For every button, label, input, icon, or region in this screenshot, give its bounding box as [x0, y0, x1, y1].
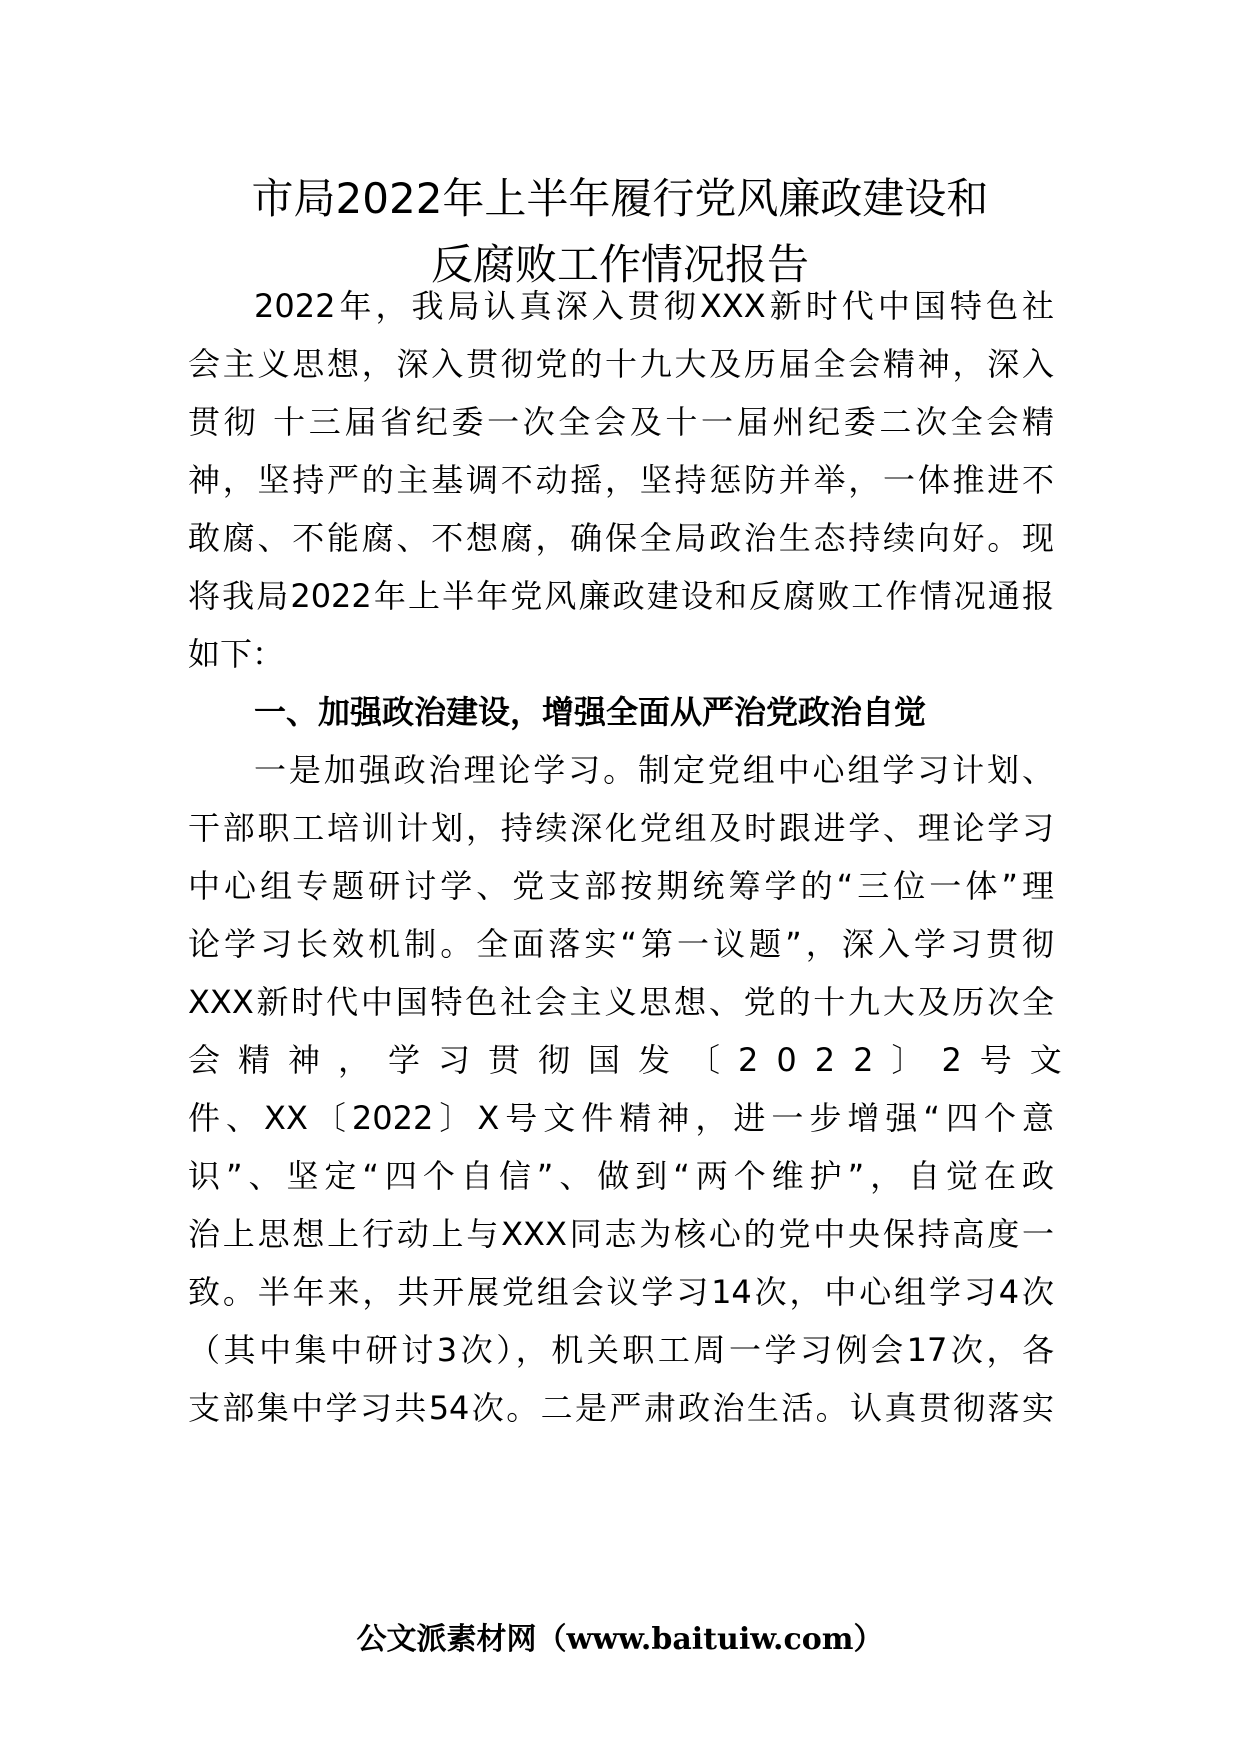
paragraph-line: 件、XX〔2022〕X号文件精神，进一步增强“四个意 — [188, 1099, 1054, 1137]
paragraph-line: （其中集中研讨3次），机关职工周一学习例会17次，各 — [188, 1331, 1054, 1369]
footer-watermark: 公文派素材网（www.baituiw.com） — [356, 1622, 884, 1657]
paragraph-line: 会主义思想，深入贯彻党的十九大及历届全会精神，深入 — [188, 345, 1054, 383]
paragraph-line: 神，坚持严的主基调不动摇，坚持惩防并举，一体推进不 — [188, 461, 1054, 499]
paragraph-line: XXX新时代中国特色社会主义思想、党的十九大及历次全 — [188, 983, 1054, 1021]
paragraph-line: 会精神，学习贯彻国发〔2022〕2号文 — [188, 1041, 1080, 1079]
paragraph-line: 支部集中学习共54次。二是严肃政治生活。认真贯彻落实 — [188, 1389, 1054, 1427]
paragraph-line: 论学习长效机制。全面落实“第一议题”，深入学习贯彻 — [188, 925, 1054, 963]
paragraph-line: 中心组专题研讨学、党支部按期统筹学的“三位一体”理 — [188, 867, 1054, 905]
paragraph-line: 贯彻 十三届省纪委一次全会及十一届州纪委二次全会精 — [188, 403, 1054, 441]
paragraph-line: 将我局2022年上半年党风廉政建设和反腐败工作情况通报 — [188, 577, 1054, 615]
paragraph-line: 致。半年来，共开展党组会议学习14次，中心组学习4次 — [188, 1273, 1054, 1311]
paragraph-line: 干部职工培训计划，持续深化党组及时跟进学、理论学习 — [188, 809, 1054, 847]
paragraph-line: 识”、坚定“四个自信”、做到“两个维护”，自觉在政 — [188, 1157, 1054, 1195]
paragraph-line: 敢腐、不能腐、不想腐，确保全局政治生态持续向好。现 — [188, 519, 1054, 557]
document-title-line-2: 反腐败工作情况报告 — [430, 240, 809, 289]
document-title-line-1: 市局2022年上半年履行党风廉政建设和 — [251, 174, 989, 223]
paragraph-line: 治上思想上行动上与XXX同志为核心的党中央保持高度一 — [188, 1215, 1054, 1253]
paragraph-line: 如下： — [188, 635, 285, 673]
paragraph-line: 2022年，我局认真深入贯彻XXX新时代中国特色社 — [254, 287, 1054, 325]
section-heading: 一、加强政治建设，增强全面从严治党政治自觉 — [254, 693, 927, 731]
paragraph-line: 一是加强政治理论学习。制定党组中心组学习计划、 — [254, 751, 1054, 789]
